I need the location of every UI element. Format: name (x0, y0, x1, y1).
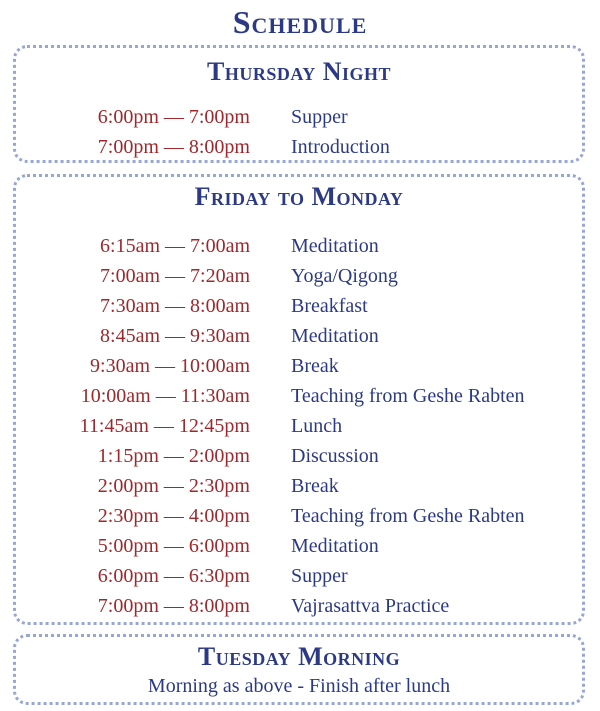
activity: Vajrasattva Practice (291, 595, 450, 617)
schedule-row (16, 351, 582, 381)
activity: Teaching from Geshe Rabten (291, 385, 525, 407)
schedule-row (16, 471, 582, 501)
thursday-heading: Thursday Night (207, 57, 391, 86)
activity: Lunch (291, 415, 343, 437)
page-title: Schedule (232, 4, 368, 40)
activity: Supper (291, 106, 348, 128)
activity: Yoga/Qigong (291, 265, 398, 287)
activity: Discussion (291, 445, 379, 467)
schedule-row (16, 561, 582, 591)
activity: Break (291, 355, 339, 377)
time-range: 9:30am — 10:00am (90, 355, 250, 377)
schedule-row (16, 381, 582, 411)
time-range: 7:00pm — 8:00pm (97, 136, 250, 158)
time-range: 6:15am — 7:00am (100, 235, 250, 257)
time-range: 11:45am — 12:45pm (79, 415, 250, 437)
time-range: 7:30am — 8:00am (100, 295, 250, 317)
time-range: 6:00pm — 6:30pm (97, 565, 250, 587)
tuesday-morning-section (13, 634, 585, 705)
schedule-row (16, 501, 582, 531)
time-range: 8:45am — 9:30am (100, 325, 250, 347)
schedule-row (16, 231, 582, 261)
activity: Meditation (291, 325, 379, 347)
schedule-row (16, 291, 582, 321)
time-range: 2:30pm — 4:00pm (97, 505, 250, 527)
time-range: 7:00am — 7:20am (100, 265, 250, 287)
time-range: 6:00pm — 7:00pm (97, 106, 250, 128)
activity: Meditation (291, 535, 379, 557)
activity: Supper (291, 565, 348, 587)
tuesday-note: Morning as above - Finish after lunch (147, 675, 451, 697)
friday-heading: Friday to Monday (194, 182, 404, 211)
time-range: 10:00am — 11:30am (80, 385, 250, 407)
time-range: 1:15pm — 2:00pm (97, 445, 250, 467)
schedule-row (16, 531, 582, 561)
tuesday-heading: Tuesday Morning (197, 642, 401, 671)
activity: Introduction (291, 136, 390, 158)
schedule-row (16, 102, 582, 132)
time-range: 5:00pm — 6:00pm (97, 535, 250, 557)
activity: Meditation (291, 235, 379, 257)
schedule-row (16, 261, 582, 291)
activity: Breakfast (291, 295, 368, 317)
schedule-row (16, 411, 582, 441)
friday-to-monday-section (13, 174, 585, 625)
schedule-row (16, 591, 582, 621)
schedule-row (16, 441, 582, 471)
schedule-row (16, 132, 582, 162)
activity: Teaching from Geshe Rabten (291, 505, 525, 527)
time-range: 2:00pm — 2:30pm (97, 475, 250, 497)
thursday-night-section (13, 45, 585, 163)
activity: Break (291, 475, 339, 497)
schedule-row (16, 321, 582, 351)
time-range: 7:00pm — 8:00pm (97, 595, 250, 617)
